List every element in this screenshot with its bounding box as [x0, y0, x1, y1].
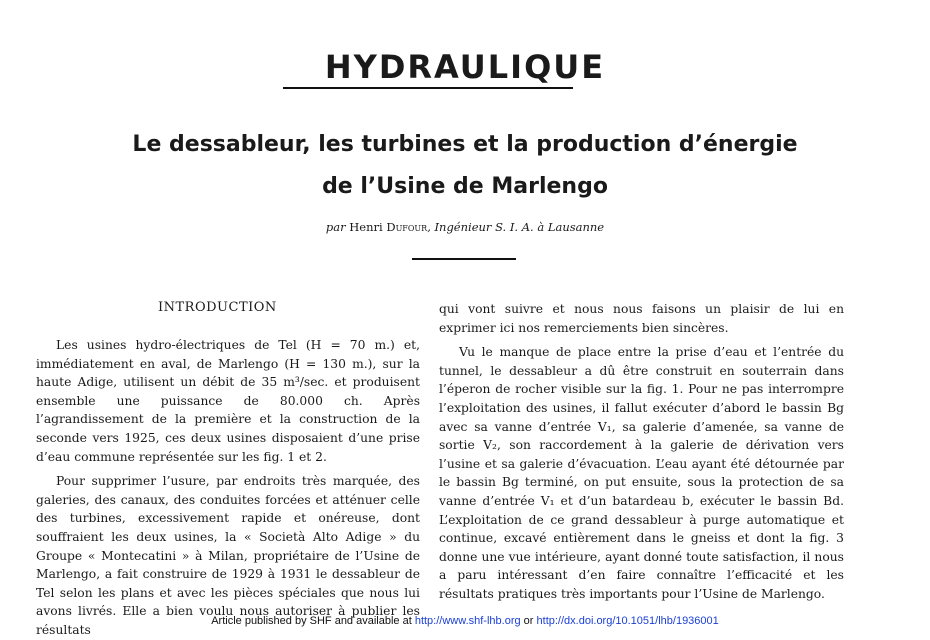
publication-footer	[0, 615, 930, 627]
section-title: HYDRAULIQUE	[324, 48, 606, 86]
paragraph: Les usines hydro-électriques de Tel (H = 70 m.) et, immédiatement en aval, de Marlengo (H = 130 m.), sur la haute Adige, utilisent un débit de 35 m³/sec. et produisent ensemble une puissance de 80.000 ch. Après l’agrandissement de la première et la construction de la seconde vers 1925, ces deux usines disposaient d’une prise d’eau commune représentée sur les fig. 1 et 2.	[36, 338, 420, 464]
title-separator	[412, 258, 516, 260]
author-affiliation: , Ingénieur S. I. A. à Lausanne	[427, 220, 605, 234]
byline	[0, 220, 930, 234]
author-last-name: Dufour	[386, 220, 428, 234]
footer-text: or	[520, 615, 537, 627]
doi-link[interactable]: http://dx.doi.org/10.1051/lhb/1936001	[536, 615, 719, 627]
footer-text: Article published by SHF and available at	[211, 615, 415, 627]
left-column	[36, 336, 420, 640]
shf-link[interactable]: http://www.shf-lhb.org	[414, 615, 521, 627]
paragraph: Vu le manque de place entre la prise d’eau et l’entrée du tunnel, le dessableur a dû être construit en souterrain dans l’éperon de rocher visible sur la fig. 1. Pour ne pas interrompre l’exploitation des usines, il fallut exécuter d’abord le bassin Bg avec sa vanne d’entrée V₁, sa galerie d’amenée, sa vanne de sortie V₂, son raccordement à la galerie de dérivation vers l’usine et sa galerie d’évacuation. L’eau ayant été détournée par le bassin Bg terminé, on put ensuite, sous la protection de sa vanne d’entrée V₁ et d’un batardeau b, exécuter le bassin Bd. L’exploitation de ce grand dessableur à purge automatique et continue, excavé entièrement dans le gneiss et dont la fig. 3 donne une vue intérieure, ayant donné toute satisfaction, il nous a paru intéressant d’en faire connaître l’efficacité et les résultats pratiques très importants pour l’Usine de Marlengo.	[439, 345, 844, 601]
introduction-heading: INTRODUCTION	[158, 300, 277, 315]
right-column	[439, 300, 844, 604]
paragraph: Pour supprimer l’usure, par endroits très marquée, des galeries, des canaux, des conduites forcées et atténuer celle des turbines, excessivement rapide et onéreuse, dont souffraient les deux usines, la « Società Alto Adige » du Groupe « Montecatini » à Milan, propriétaire de l’Usine de Marlengo, a fait construire de 1929 à 1931 le dessableur de Tel selon les plans et avec les pièces spéciales que nous lui avons livrés. Elle a bien voulu nous autoriser à publier les résultats	[36, 474, 420, 637]
article-title-line-1: Le dessableur, les turbines et la production d’énergie	[132, 132, 798, 157]
author-first-name: Henri	[349, 220, 383, 234]
article-title-line-2: de l’Usine de Marlengo	[322, 174, 608, 199]
title-underline	[283, 87, 573, 89]
paragraph: qui vont suivre et nous nous faisons un plaisir de lui en exprimer ici nos remerciements bien sincères.	[439, 302, 844, 335]
byline-prefix: par	[325, 220, 346, 234]
